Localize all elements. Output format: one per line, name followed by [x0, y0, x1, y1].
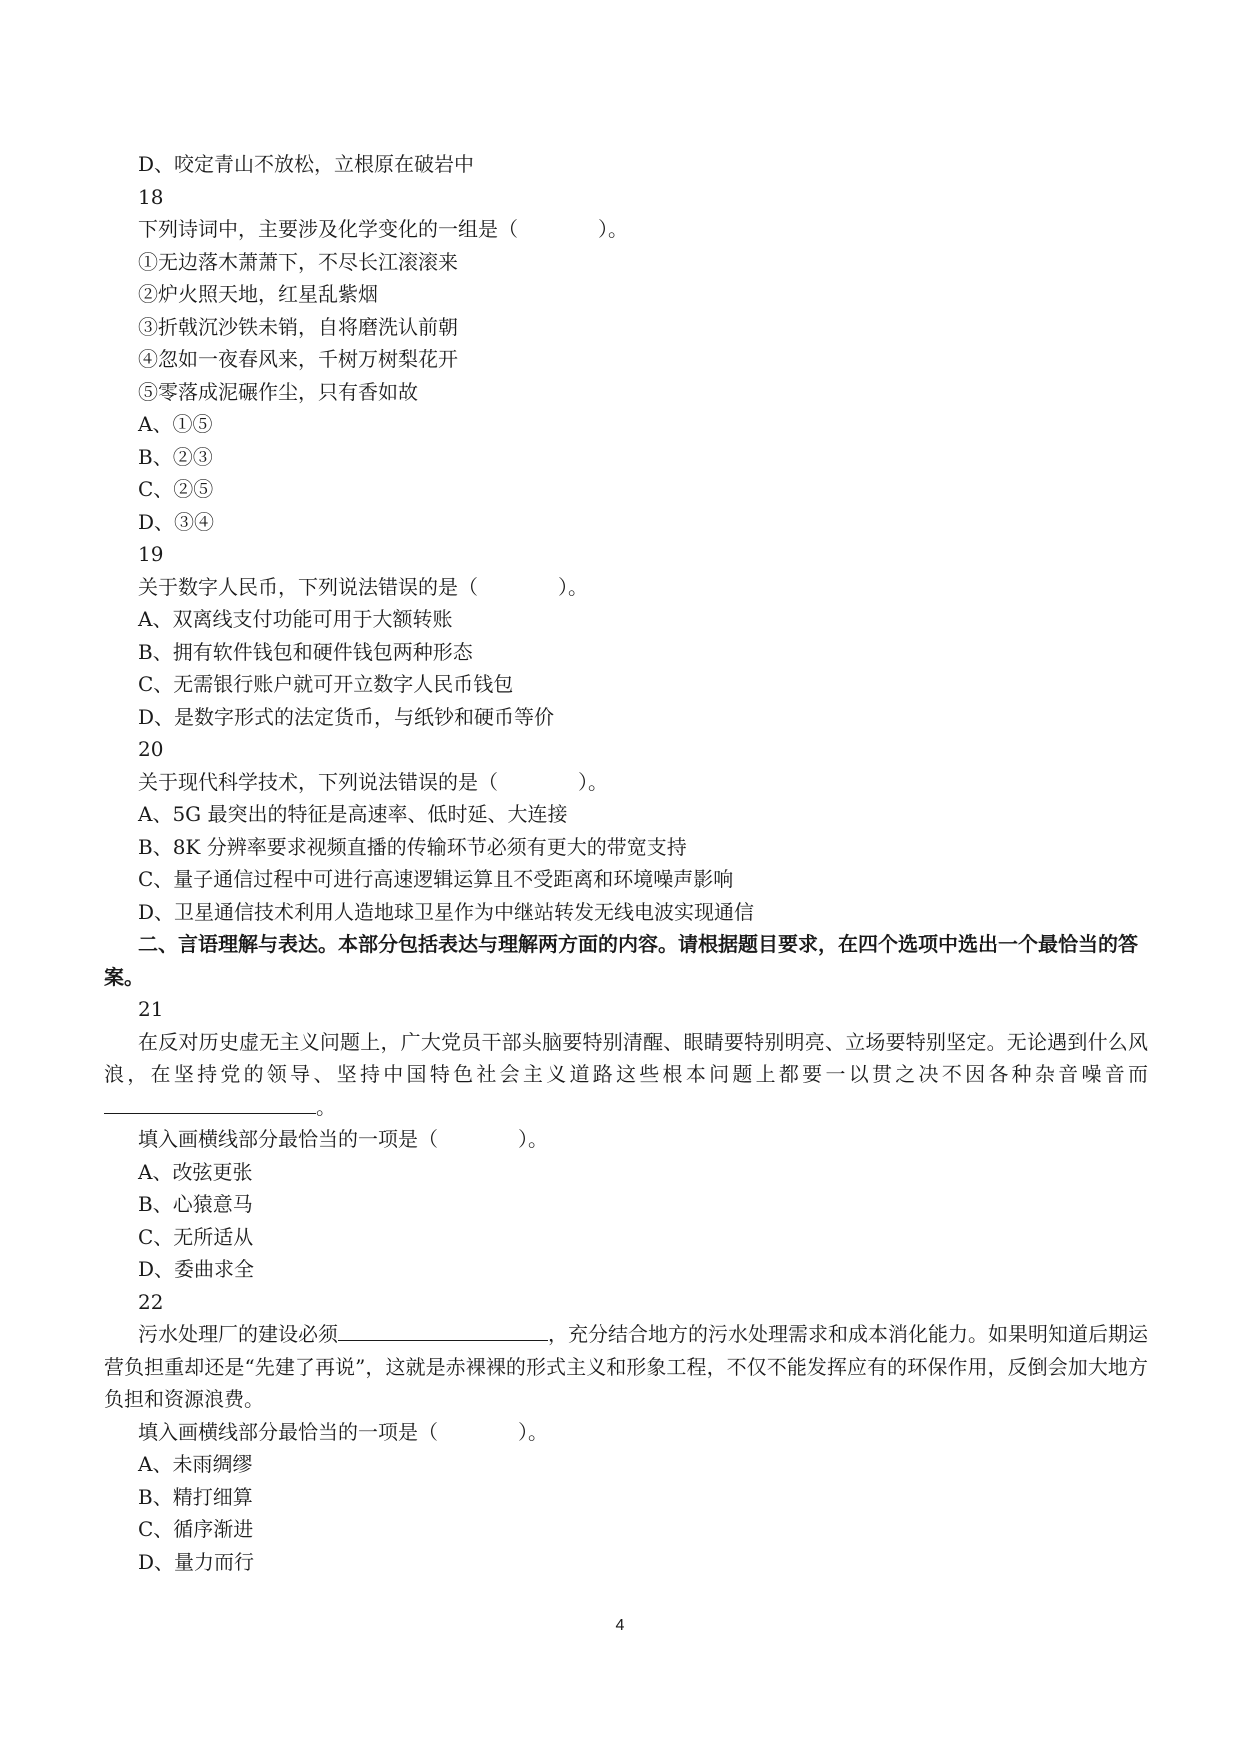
q18-option-d: D、③④ — [138, 509, 215, 534]
q20-option-b: B、8K 分辨率要求视频直播的传输环节必须有更大的带宽支持 — [138, 834, 687, 859]
q18-number: 18 — [138, 184, 164, 209]
q21-blank — [104, 1093, 316, 1114]
section-two-heading: 二、言语理解与表达。本部分包括表达与理解两方面的内容。请根据题目要求，在四个选项中选出一个最恰当的答案。 — [104, 932, 1138, 989]
q19-option-d: D、是数字形式的法定货币，与纸钞和硬币等价 — [138, 704, 555, 729]
q21-passage-before: 在反对历史虚无主义问题上，广大党员干部头脑要特别清醒、眼睛要特别明亮、立场要特别坚定。无论遇到什么风浪，在坚持党的领导、坚持中国特色社会主义道路这些根本问题上都要一以贯之决不因各种杂音噪音而 — [104, 1029, 1148, 1086]
q18-item-3: ③折戟沉沙铁未销，自将磨洗认前朝 — [138, 314, 458, 339]
page-number: 4 — [615, 1617, 625, 1634]
q21-passage — [104, 1026, 1148, 1124]
q18-option-b: B、②③ — [138, 444, 213, 469]
q18-item-4: ④忽如一夜春风来，千树万树梨花开 — [138, 347, 458, 371]
q17-option-d: D、咬定青山不放松，立根原在破岩中 — [138, 152, 475, 176]
q21-option-c: C、无所适从 — [138, 1224, 254, 1249]
q18-option-c: C、②⑤ — [138, 477, 214, 501]
q20-option-c: C、量子通信过程中可进行高速逻辑运算且不受距离和环境噪声影响 — [138, 867, 734, 891]
q21-passage-after: 。 — [316, 1094, 336, 1119]
q20-option-d: D、卫星通信技术利用人造地球卫星作为中继站转发无线电波实现通信 — [138, 899, 755, 924]
q21-option-a: A、改弦更张 — [138, 1159, 253, 1184]
q22-passage-before: 污水处理厂的建设必须 — [138, 1322, 338, 1346]
q22-option-d: D、量力而行 — [138, 1549, 255, 1574]
q18-item-5: ⑤零落成泥碾作尘，只有香如故 — [138, 379, 418, 404]
q21-option-b: B、心猿意马 — [138, 1192, 253, 1216]
q19-option-b: B、拥有软件钱包和硬件钱包两种形态 — [138, 639, 473, 664]
q18-stem: 下列诗词中，主要涉及化学变化的一组是（ ）。 — [138, 217, 628, 241]
q19-option-a: A、双离线支付功能可用于大额转账 — [138, 607, 453, 631]
q22-option-b: B、精打细算 — [138, 1484, 253, 1509]
q22-option-c: C、循序渐进 — [138, 1517, 254, 1541]
q18-item-2: ②炉火照天地，红星乱紫烟 — [138, 282, 378, 306]
q18-option-a: A、①⑤ — [138, 412, 213, 436]
q22-number: 22 — [138, 1289, 164, 1314]
q20-option-a: A、5G 最突出的特征是高速率、低时延、大连接 — [138, 802, 568, 826]
q20-number: 20 — [138, 737, 164, 761]
q22-stem: 填入画横线部分最恰当的一项是（ ）。 — [138, 1419, 548, 1444]
q21-stem: 填入画横线部分最恰当的一项是（ ）。 — [138, 1127, 548, 1151]
q18-item-1: ①无边落木萧萧下，不尽长江滚滚来 — [138, 249, 458, 274]
q22-passage — [104, 1318, 1148, 1416]
q22-passage-after: ，充分结合地方的污水处理需求和成本消化能力。如果明知道后期运营负担重却还是“先建了再说”，这就是赤裸裸的形式主义和形象工程，不仅不能发挥应有的环保作用，反倒会加大地方负担和资源浪费。 — [104, 1322, 1148, 1411]
q19-stem: 关于数字人民币，下列说法错误的是（ ）。 — [138, 574, 588, 599]
page-content — [104, 148, 1148, 1578]
q19-number: 19 — [138, 542, 164, 566]
q22-blank — [338, 1320, 548, 1341]
q21-option-d: D、委曲求全 — [138, 1257, 255, 1281]
q19-option-c: C、无需银行账户就可开立数字人民币钱包 — [138, 672, 514, 696]
q20-stem: 关于现代科学技术，下列说法错误的是（ ）。 — [138, 769, 608, 794]
q22-option-a: A、未雨绸缪 — [138, 1452, 253, 1476]
q21-number: 21 — [138, 997, 164, 1021]
